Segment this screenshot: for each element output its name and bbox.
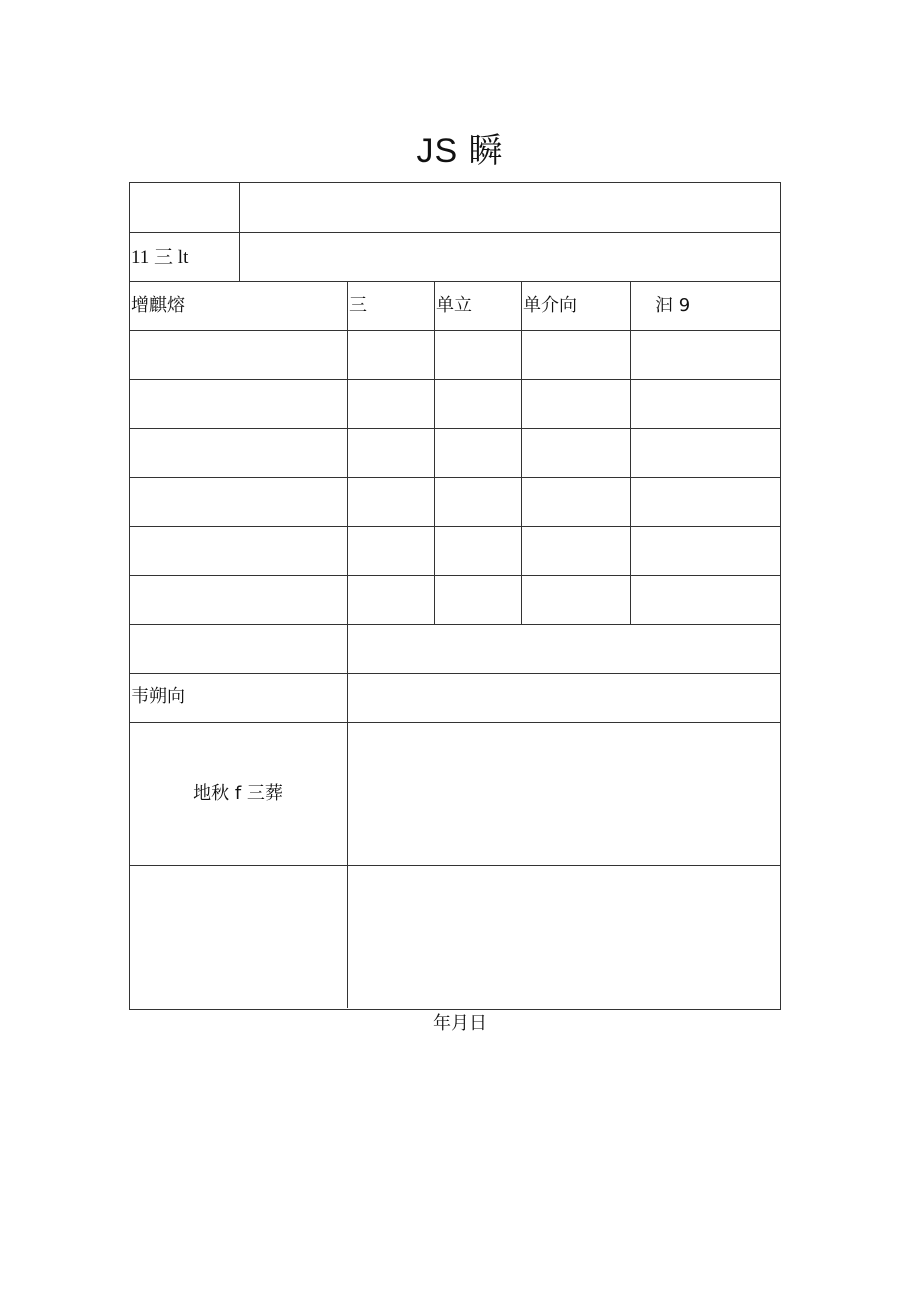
row-divider <box>129 865 781 866</box>
column-divider <box>630 281 631 624</box>
column-divider <box>239 182 240 281</box>
row-label-9: 韦朔向 <box>131 686 185 707</box>
row-divider <box>129 281 781 282</box>
form-table <box>129 182 781 1010</box>
form-title: JS 瞬 <box>416 132 504 170</box>
row-label-2: 11 三 lt <box>131 247 189 268</box>
column-divider <box>521 281 522 624</box>
row-label-10: 地秋 f 三葬 <box>193 783 283 804</box>
date-line: 年月日 <box>433 1013 487 1034</box>
row-divider <box>129 232 781 233</box>
row-divider <box>129 477 781 478</box>
header-cell-1: 增麒熔 <box>131 295 185 316</box>
header-cell-2: 三 <box>349 295 367 316</box>
row-divider <box>129 624 781 625</box>
row-divider <box>129 526 781 527</box>
row-divider <box>129 722 781 723</box>
header-cell-5: 汩 9 <box>655 295 691 316</box>
row-divider <box>129 575 781 576</box>
row-divider <box>129 330 781 331</box>
row-divider <box>129 673 781 674</box>
row-divider <box>129 428 781 429</box>
column-divider <box>434 281 435 624</box>
header-cell-4: 单介向 <box>523 295 577 316</box>
column-divider <box>347 281 348 1008</box>
row-divider <box>129 379 781 380</box>
header-cell-3: 单立 <box>436 295 472 316</box>
